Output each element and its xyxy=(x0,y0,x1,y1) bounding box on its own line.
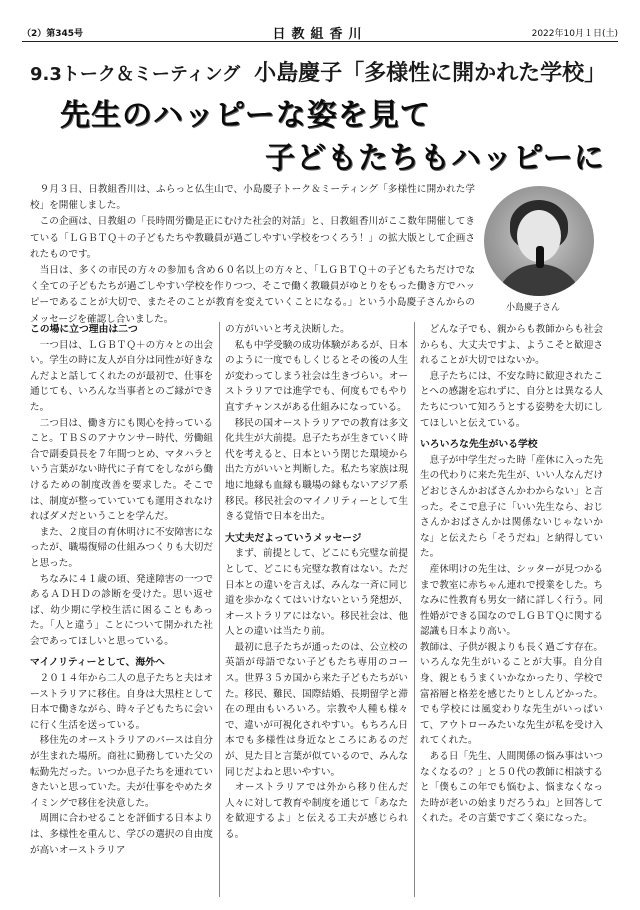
event-subject: 小島慶子「多様性に開かれた学校」 xyxy=(254,61,607,86)
lead-paragraph: ９月３日、日教組香川は、ふらっと仏生山で、小島慶子トーク＆ミーティング「多様性に開かれた学校」を開催しました。 xyxy=(30,184,475,212)
article-column-2 xyxy=(225,322,408,843)
photo-caption: 小島慶子さん xyxy=(506,303,561,313)
lead-paragraph: 当日は、多くの市民の方々の参加も含め６０名以上の方々と、「ＬＧＢＴＱ＋の子どもたちだけでなく全ての子どもたちが過ごしやすい学校を作りつつ、そこで働く教職員がゆとりをもった働き方でハッピーであることが大切で、またそのことが教育を変えていくことになる。」という小島慶子さんからのメッセージを確認し合いました。 xyxy=(30,265,475,325)
section-heading: いろいろな先生がいる学校 xyxy=(420,439,538,451)
paragraph: また、２度目の育休明けに不安障害になったが、職場復帰の仕組みつくりも大切だと思った。 xyxy=(30,526,213,569)
paragraph: まず、前提として、どこにも完璧な前提として、どこにも完璧な教育はない。ただ日本との違いを言えば、みんな一斉に同じ道を歩かなくてはいけないという発想が、オーストラリアにはない。移民社会は、他人との違いは当たり前。 xyxy=(225,548,408,638)
paragraph: 産休明けの先生は、シッターが見つかるまで教室に赤ちゃん連れで授業をした。ちなみに性教育も男女一緒に詳しく行う。同性婚ができる国なのでＬＧＢＴＱに関する認識も日本より高い。 xyxy=(420,563,603,638)
paragraph: 息子たちには、不安な時に歓迎されたことへの感謝を忘れずに、自分とは異なる人たちについて知ろうとする姿勢を大切にしてほしいと伝えている。 xyxy=(420,370,603,429)
section-heading: 大丈夫だよっていうメッセージ xyxy=(225,532,362,544)
paragraph: 移民の国オーストラリアでの教育は多文化共生が大前提。息子たちが生きていく時代を考えると、日本という閉じた環境から出た方がいいと判断した。私たち家族は現地に地縁も血縁も職場の縁もないアジア系移民。移民社会のマイノリティーとして生きる覚悟で日本を出た。 xyxy=(225,417,408,523)
paragraph: の方がいいと考え決断した。 xyxy=(225,324,350,335)
paragraph: 周囲に合わせることを評価する日本よりは、多様性を重んじ、学びの選択の自由度が高いオーストラリア xyxy=(30,813,213,856)
paragraph: どんな子でも、親からも教師からも社会からも、大丈夫ですよ、ようこそと歓迎されることが大切ではないか。 xyxy=(420,324,603,367)
issue-number: （2）第345号 xyxy=(22,29,84,39)
paragraph: 移住先のオーストラリアのパースは自分が生まれた場所。商社に勤務していた父の転勤先だった。いつか息子たちを連れていきたいと思っていた。夫が仕事をやめたタイミングで移住を決意した。 xyxy=(30,735,213,809)
paragraph: ２０１４年から二人の息子たちと夫はオーストラリアに移住。自身は大黒柱として日本で働きながら、時々子どもたちに会いに行く生活を送っている。 xyxy=(30,673,213,731)
paragraph: 教師は、子供が親よりも長く過ごす存在。いろんな先生がいることが大事。自分自身、親ともうまくいかなかったり、学校で富裕層と格差を感じたりとしんどかった。でも学校には風変わりな先生がいっぱいて、アウトローみたいな先生が私を受け入れてくれた。 xyxy=(420,641,603,747)
paragraph: 息子が中学生だった時「産休に入った先生の代わりに来た先生が、いい人なんだけどおじさんかおばさんかわからない」と言った。そこで息子に「いい先生なら、おじさんかおばさんかは関係ないじゃないかな」と伝えたら「そうだね」と納得していた。 xyxy=(420,454,603,560)
event-name: 9.3トーク＆ミーティング xyxy=(30,64,241,85)
paragraph: 二つ目は、働き方にも関心を持っていること。ＴＢＳのアナウンサー時代、労働組合で副委員長を７年間つとめ、マタハラという言葉がない時代に子育てをしながら働けるための制度改善を要求した。そこでは、制度が整っていていても運用されなければダメだということを学んだ。 xyxy=(30,417,213,523)
section-heading: マイノリティーとして、海外へ xyxy=(30,657,165,669)
lead-paragraph: この企画は、日教組の「長時間労働是正にむけた社会的対話」と、日教組香川がここ数年開催してきている「ＬＧＢＴＱ＋の子どもたちや教職員が過ごしやすい学校をつくろう！」の拡大版として企画されたものです。 xyxy=(30,216,475,260)
masthead: 日教組香川 xyxy=(272,27,368,42)
issue-date: 2022年10月１日(土) xyxy=(531,29,618,39)
lead-paragraphs xyxy=(30,182,475,328)
article-column-1 xyxy=(30,322,213,858)
paragraph: 私も中学受験の成功体験があるが、日本のように一度でもしくじるとその後の人生が変わってしまう社会は生きづらい。オーストラリアでは進学でも、何度もでもやり直すチャンスがある仕組みになっている。 xyxy=(225,339,408,413)
article-column-3 xyxy=(420,322,603,827)
event-kicker xyxy=(30,56,606,87)
column-divider xyxy=(414,322,415,897)
microphone-icon xyxy=(536,246,544,268)
section-heading: この場に立つ理由は二つ xyxy=(30,324,138,335)
paragraph: 最初に息子たちが通ったのは、公立校の英語が母語でない子どもたち専用のコース。世界３５カ国から来た子どもたちがいた。移民、難民、国際結婚、長期留学と滞在の理由もいろいろ。宗教や人種も様々で、違いが可視化されやすい。もちろん日本でも多様性は身近なところにあるのだが、見た目と言葉が似ているので、みんな同じだよねと思いやすい。 xyxy=(225,641,408,778)
paragraph: オーストラリアでは外から移り住んだ人々に対して教育や制度を通じて「あなたを歓迎するよ」と伝える工夫が感じられる。 xyxy=(225,782,408,840)
paragraph: ある日「先生、人間関係の悩み事はいつなくなるの？」と５０代の教師に相談すると「僕もこの年でも悩むよ、悩まなくなった時が老いの始まりだろうね」と回答してくれた。その言葉ですごく楽になった。 xyxy=(420,751,603,825)
page-header xyxy=(22,22,618,42)
headline-line-1: 先生のハッピーな姿を見て xyxy=(60,98,431,133)
paragraph: ちなみに４１歳の頃、発達障害の一つであるＡＤＨＤの診断を受けた。思い返せば、幼少期に学校生活に困ることもあった。「人と違う」ことについて開かれた社会であってほしいと思っている。 xyxy=(30,573,213,647)
paragraph: 一つ目は、ＬＧＢＴＱ＋の方々との出会い。学生の時に友人が自分は同性が好きなんだよと話してくれたのが最初で、仕事を通じても、いろんな当事者とのご縁ができた。 xyxy=(30,339,213,413)
headline-line-2: 子どもたちもハッピーに xyxy=(265,141,605,176)
column-divider xyxy=(219,322,220,897)
speaker-photo xyxy=(484,186,594,296)
